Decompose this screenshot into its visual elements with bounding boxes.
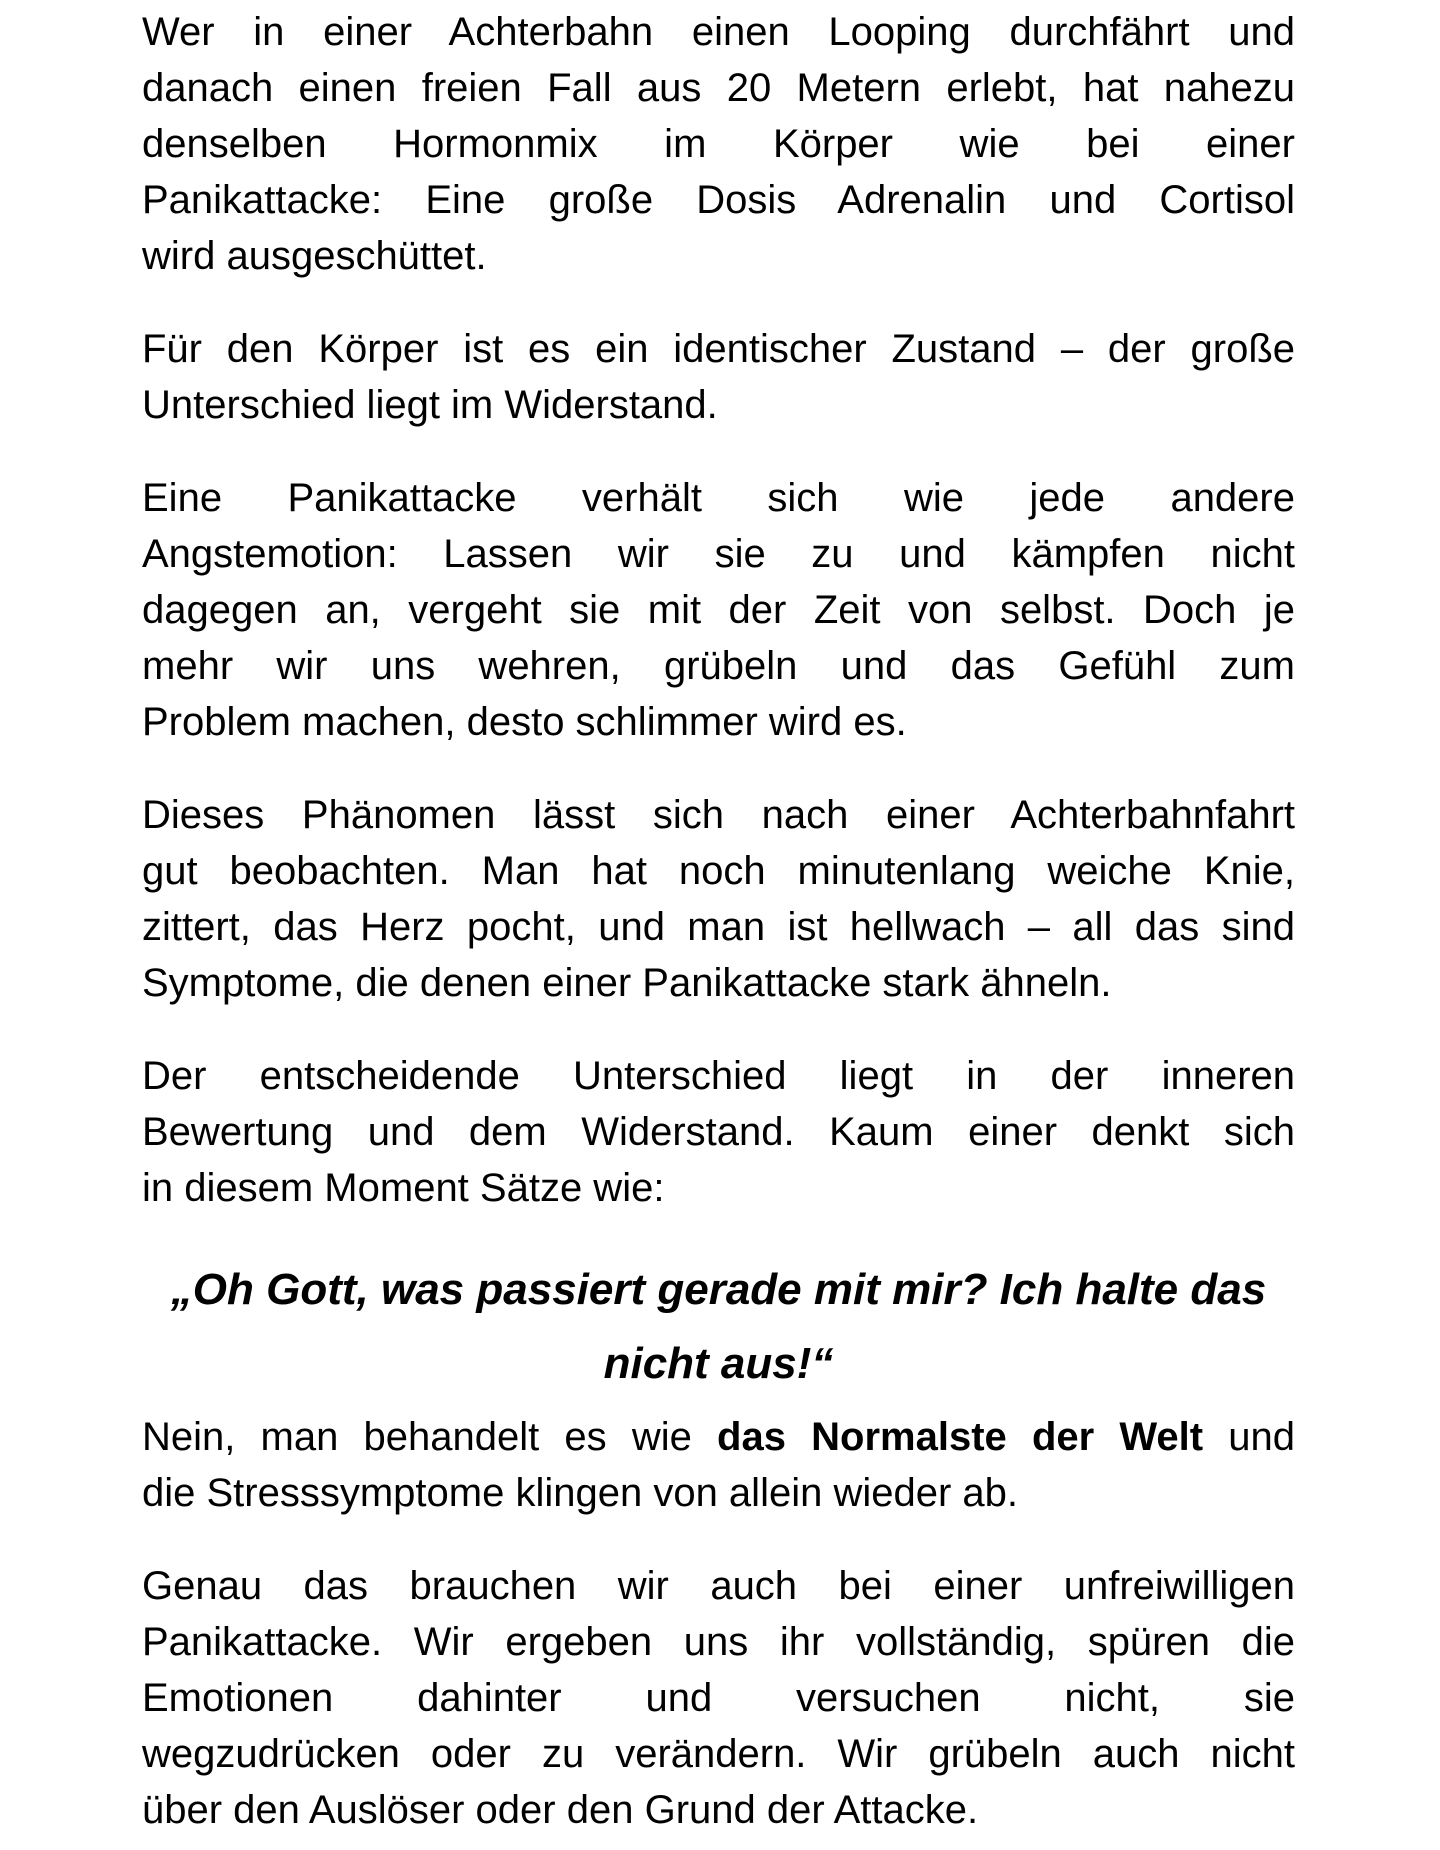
quote-paragraph [142, 1253, 1295, 1401]
text-segment: dagegen an, vergeht sie mit der Zeit von selbst. Doch je [142, 588, 1295, 632]
text-segment: Dieses Phänomen lässt sich nach einer Achterbahnfahrt [142, 793, 1295, 837]
paragraph [142, 321, 1295, 433]
text-segment: Nein, man behandelt es wie [142, 1415, 718, 1459]
text-line [142, 582, 1295, 638]
bold-text-segment: das Normalste der Welt [717, 1415, 1204, 1459]
text-line [142, 377, 1295, 433]
text-line [142, 1782, 1295, 1838]
text-segment: Genau das brauchen wir auch bei einer unfreiwilligen [142, 1564, 1295, 1608]
text-segment: Der entscheidende Unterschied liegt in der inneren [142, 1054, 1295, 1098]
text-segment: denselben Hormonmix im Körper wie bei einer [142, 122, 1295, 166]
text-segment: Für den Körper ist es ein identischer Zustand – der große [142, 327, 1295, 371]
text-line [142, 843, 1295, 899]
paragraph [142, 1558, 1295, 1838]
text-line [142, 787, 1295, 843]
text-line [142, 470, 1295, 526]
text-line [142, 1160, 1295, 1216]
text-line [142, 1409, 1295, 1465]
text-line [142, 172, 1295, 228]
text-line [142, 526, 1295, 582]
text-segment: zittert, das Herz pocht, und man ist hellwach – all das sind [142, 905, 1295, 949]
text-line [142, 1104, 1295, 1160]
text-line [142, 1253, 1295, 1327]
text-line [142, 228, 1295, 284]
text-segment: nicht aus!“ [603, 1339, 834, 1388]
paragraph [142, 1409, 1295, 1521]
text-line [142, 1048, 1295, 1104]
text-segment: „Oh Gott, was passiert gerade mit mir? Ich halte das [170, 1265, 1267, 1314]
text-line [142, 1670, 1295, 1726]
text-line [142, 1726, 1295, 1782]
paragraph [142, 787, 1295, 1011]
text-line [142, 60, 1295, 116]
text-segment: Angstemotion: Lassen wir sie zu und kämpfen nicht [142, 532, 1295, 576]
text-segment: und [1203, 1415, 1295, 1459]
paragraph [142, 4, 1295, 284]
text-segment: Wer in einer Achterbahn einen Looping durchfährt und [142, 10, 1295, 54]
text-segment: Symptome, die denen einer Panikattacke stark ähneln. [142, 961, 1112, 1005]
text-segment: über den Auslöser oder den Grund der Attacke. [142, 1788, 979, 1832]
text-segment: wird ausgeschüttet. [142, 234, 487, 278]
text-line [142, 638, 1295, 694]
text-line [142, 1558, 1295, 1614]
text-segment: Unterschied liegt im Widerstand. [142, 383, 718, 427]
text-segment: wegzudrücken oder zu verändern. Wir grübeln auch nicht [142, 1732, 1295, 1776]
text-segment: die Stresssymptome klingen von allein wieder ab. [142, 1471, 1018, 1515]
paragraph [142, 470, 1295, 750]
text-line [142, 4, 1295, 60]
text-line [142, 1327, 1295, 1401]
text-segment: gut beobachten. Man hat noch minutenlang weiche Knie, [142, 849, 1295, 893]
text-line [142, 1614, 1295, 1670]
text-line [142, 955, 1295, 1011]
text-line [142, 116, 1295, 172]
text-line [142, 694, 1295, 750]
paragraph [142, 1048, 1295, 1216]
text-line [142, 1465, 1295, 1521]
text-segment: Problem machen, desto schlimmer wird es. [142, 700, 907, 744]
text-segment: Panikattacke: Eine große Dosis Adrenalin und Cortisol [142, 178, 1295, 222]
text-segment: Eine Panikattacke verhält sich wie jede andere [142, 476, 1295, 520]
text-segment: Panikattacke. Wir ergeben uns ihr vollständig, spüren die [142, 1620, 1295, 1664]
text-segment: in diesem Moment Sätze wie: [142, 1166, 665, 1210]
text-segment: Emotionen dahinter und versuchen nicht, sie [142, 1676, 1295, 1720]
text-segment: danach einen freien Fall aus 20 Metern erlebt, hat nahezu [142, 66, 1295, 110]
text-line [142, 899, 1295, 955]
text-line [142, 321, 1295, 377]
text-segment: mehr wir uns wehren, grübeln und das Gefühl zum [142, 644, 1295, 688]
text-segment: Bewertung und dem Widerstand. Kaum einer denkt sich [142, 1110, 1295, 1154]
